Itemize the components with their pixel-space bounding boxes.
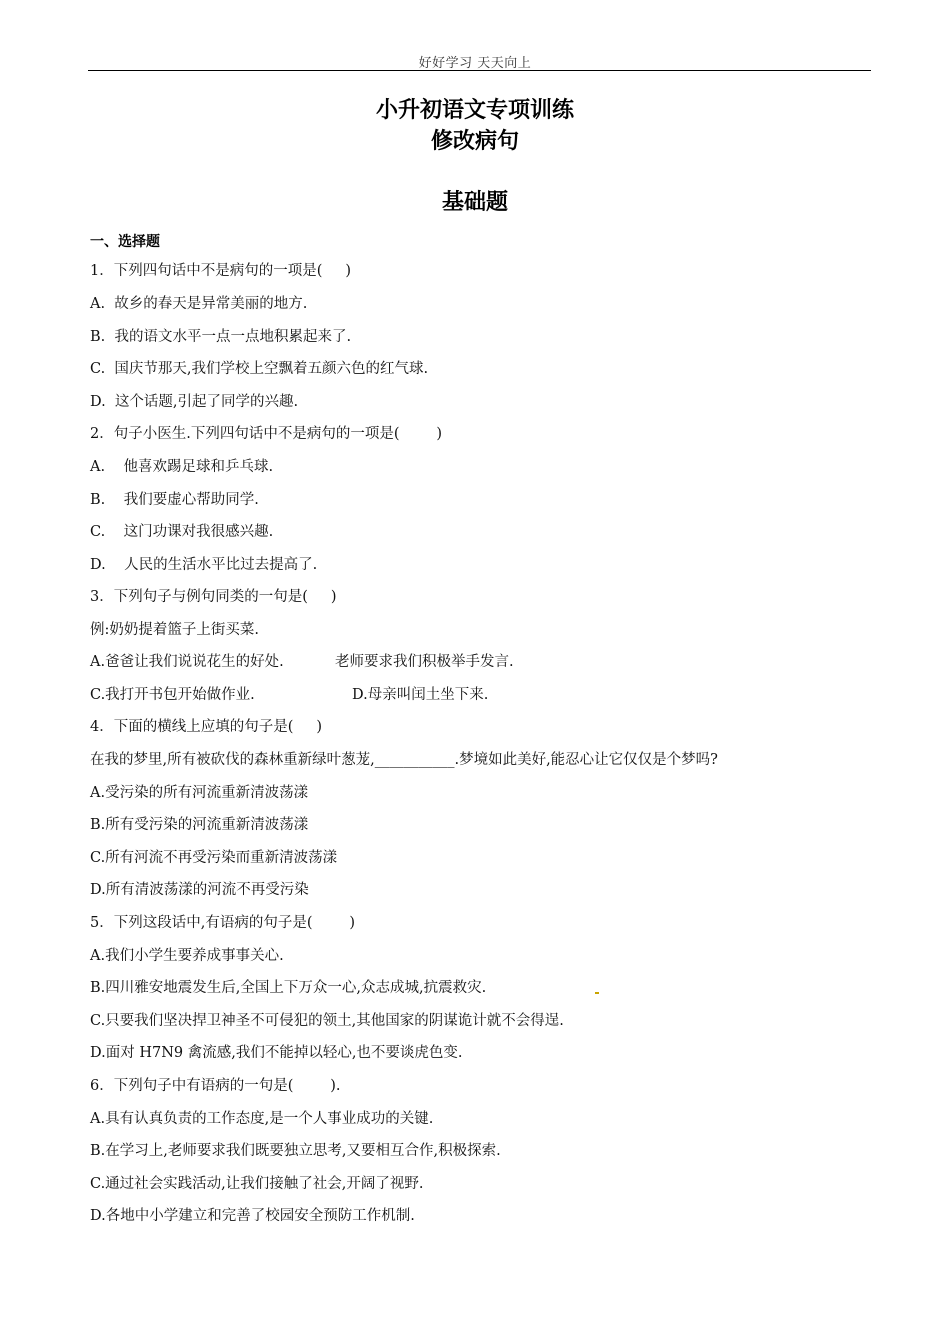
section-heading: 一、选择题 — [90, 234, 160, 250]
main-title: 小升初语文专项训练 — [375, 98, 574, 123]
q2-option-d: D. 人民的生活水平比过去提高了. — [90, 557, 318, 573]
q2-option-a: A. 他喜欢踢足球和乒乓球. — [90, 459, 274, 475]
q5-option-a: A.我们小学生要养成事事关心. — [90, 948, 284, 964]
q2-option-c: C. 这门功课对我很感兴趣. — [90, 524, 274, 540]
q4-stem: 4．下面的横线上应填的句子是( ) — [90, 719, 323, 735]
q4-context: 在我的梦里,所有被砍伐的森林重新绿叶葱茏,___________.梦境如此美好,能忍心让它仅仅是个梦吗? — [90, 752, 718, 768]
q2-stem: 2．句子小医生.下列四句话中不是病句的一项是( ) — [90, 426, 443, 442]
sub-title: 修改病句 — [430, 129, 519, 154]
q3-example: 例:奶奶提着篮子上街买菜. — [90, 622, 259, 638]
q5-option-b: B.四川雅安地震发生后,全国上下万众一心,众志成城,抗震救灾. — [90, 980, 487, 996]
q6-option-c: C.通过社会实践活动,让我们接触了社会,开阔了视野. — [90, 1176, 424, 1192]
q3-stem: 3．下列句子与例句同类的一句是( ) — [90, 589, 337, 605]
q6-stem: 6．下列句子中有语病的一句是( ). — [90, 1078, 341, 1094]
q5-option-c: C.只要我们坚决捍卫神圣不可侵犯的领土,其他国家的阴谋诡计就不会得逞. — [90, 1013, 564, 1029]
q5-option-d: D.面对 H7N9 禽流感,我们不能掉以轻心,也不要谈虎色变. — [90, 1045, 463, 1061]
q1-stem: 1．下列四句话中不是病句的一项是( ) — [90, 263, 352, 279]
q4-option-c: C.所有河流不再受污染而重新清波荡漾 — [90, 850, 338, 866]
stray-mark — [595, 992, 599, 994]
q6-option-b: B.在学习上,老师要求我们既要独立思考,又要相互合作,积极探索. — [90, 1143, 501, 1159]
q3-option-a: A.爸爸让我们说说花生的好处. — [90, 654, 284, 670]
q4-option-d: D.所有清波荡漾的河流不再受污染 — [90, 882, 309, 898]
q3-option-d: D.母亲叫闰土坐下来. — [352, 687, 489, 703]
q1-option-b: B. 我的语文水平一点一点地积累起来了. — [90, 329, 352, 345]
q4-option-a: A.受污染的所有河流重新清波荡漾 — [90, 785, 309, 801]
q1-option-c: C. 国庆节那天,我们学校上空飘着五颜六色的红气球. — [90, 361, 429, 377]
q2-option-b: B. 我们要虚心帮助同学. — [90, 492, 259, 508]
level-title: 基础题 — [441, 190, 508, 215]
q3-option-b: 老师要求我们积极举手发言. — [335, 654, 514, 670]
q1-option-d: D. 这个话题,引起了同学的兴趣. — [90, 394, 299, 410]
header-rule — [88, 70, 871, 71]
q6-option-d: D.各地中小学建立和完善了校园安全预防工作机制. — [90, 1208, 415, 1224]
page-header-motto: 好好学习 天天向上 — [418, 56, 532, 71]
q1-option-a: A. 故乡的春天是异常美丽的地方. — [90, 296, 308, 312]
q4-option-b: B.所有受污染的河流重新清波荡漾 — [90, 817, 309, 833]
q3-option-c: C.我打开书包开始做作业. — [90, 687, 255, 703]
q6-option-a: A.具有认真负责的工作态度,是一个人事业成功的关键. — [90, 1111, 434, 1127]
q5-stem: 5．下列这段话中,有语病的句子是( ) — [90, 915, 356, 931]
